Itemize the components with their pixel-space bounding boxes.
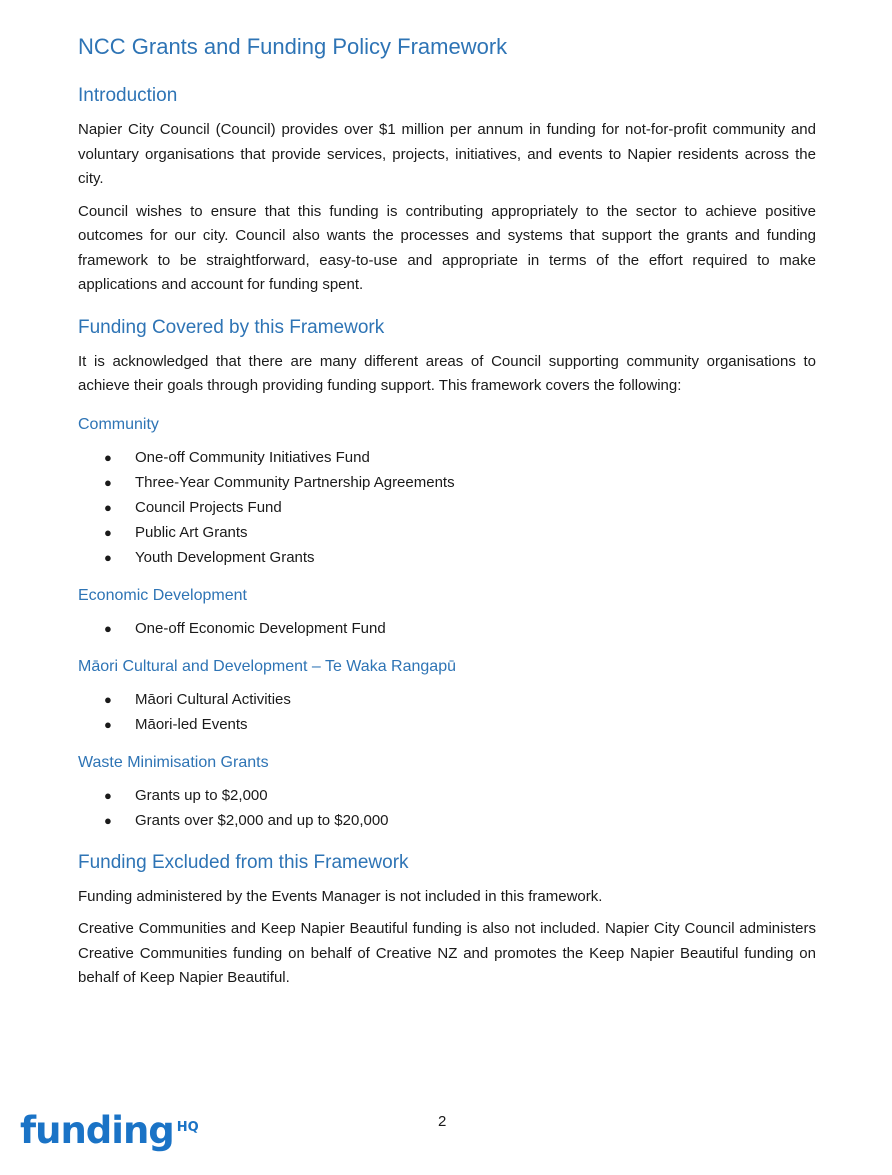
list-item-text: One-off Economic Development Fund bbox=[135, 619, 386, 637]
community-list bbox=[78, 445, 816, 570]
covered-section bbox=[78, 314, 816, 833]
covered-heading: Funding Covered by this Framework bbox=[78, 316, 385, 338]
funding-hq-logo bbox=[20, 1108, 199, 1158]
list-item-text: Public Art Grants bbox=[135, 523, 248, 541]
bullet-icon: ● bbox=[104, 620, 112, 636]
excluded-paragraph-2: Creative Communities and Keep Napier Beautiful funding is also not included. Napier City Council administers Creative Communities funding on behalf of Creative NZ and promotes the Keep Napier Beautiful funding on behalf of Keep Napier Beautiful. bbox=[78, 920, 816, 986]
introduction-heading: Introduction bbox=[78, 85, 178, 106]
list-item bbox=[78, 545, 816, 570]
logo-superscript: HQ bbox=[176, 1120, 199, 1135]
document-title: NCC Grants and Funding Policy Framework bbox=[78, 34, 508, 59]
excluded-heading: Funding Excluded from this Framework bbox=[78, 851, 409, 873]
list-item-text: Māori-led Events bbox=[135, 715, 248, 733]
list-item bbox=[78, 808, 816, 833]
list-item-text: Grants up to $2,000 bbox=[135, 786, 268, 804]
maori-cultural-list bbox=[78, 687, 816, 737]
bullet-icon: ● bbox=[104, 787, 112, 803]
covered-intro: It is acknowledged that there are many different areas of Council supporting community organisations to achieve their goals through providing funding support. This framework covers the following: bbox=[78, 352, 816, 394]
economic-development-heading: Economic Development bbox=[78, 586, 247, 604]
list-item-text: Three-Year Community Partnership Agreements bbox=[135, 473, 455, 491]
bullet-icon: ● bbox=[104, 499, 112, 515]
document-page bbox=[78, 30, 816, 999]
page-number: 2 bbox=[438, 1113, 447, 1130]
list-item bbox=[78, 783, 816, 808]
list-item bbox=[78, 495, 816, 520]
economic-development-list bbox=[78, 616, 816, 641]
bullet-icon: ● bbox=[104, 449, 112, 465]
introduction-section bbox=[78, 82, 816, 298]
list-item-text: One-off Community Initiatives Fund bbox=[135, 448, 370, 466]
excluded-paragraph-1: Funding administered by the Events Manager is not included in this framework. bbox=[78, 887, 603, 905]
bullet-icon: ● bbox=[104, 549, 112, 565]
introduction-paragraph-1: Napier City Council (Council) provides over $1 million per annum in funding for not-for-profit community and voluntary organisations that provide services, projects, initiatives, and events to Napier residents across the city. bbox=[78, 121, 816, 187]
list-item-text: Youth Development Grants bbox=[135, 548, 315, 566]
list-item bbox=[78, 520, 816, 545]
bullet-icon: ● bbox=[104, 716, 112, 732]
list-item-text: Council Projects Fund bbox=[135, 498, 282, 516]
list-item bbox=[78, 712, 816, 737]
logo-word: funding bbox=[20, 1109, 174, 1152]
bullet-icon: ● bbox=[104, 524, 112, 540]
waste-minimisation-heading: Waste Minimisation Grants bbox=[78, 753, 269, 771]
excluded-section bbox=[78, 849, 816, 991]
bullet-icon: ● bbox=[104, 812, 112, 828]
list-item bbox=[78, 470, 816, 495]
waste-minimisation-list bbox=[78, 783, 816, 833]
list-item bbox=[78, 445, 816, 470]
list-item-text: Māori Cultural Activities bbox=[135, 690, 291, 708]
bullet-icon: ● bbox=[104, 691, 112, 707]
community-heading: Community bbox=[78, 415, 159, 433]
introduction-paragraph-2: Council wishes to ensure that this funding is contributing appropriately to the sector to achieve positive outcomes for our city. Council also wants the processes and systems that support the grants and funding framework to be straightforward, easy-to-use and appropriate in terms of the effort required to make applications and account for funding spent. bbox=[78, 202, 816, 293]
list-item-text: Grants over $2,000 and up to $20,000 bbox=[135, 811, 389, 829]
list-item bbox=[78, 616, 816, 641]
bullet-icon: ● bbox=[104, 474, 112, 490]
maori-cultural-heading: Māori Cultural and Development – Te Waka Rangapū bbox=[78, 657, 456, 675]
list-item bbox=[78, 687, 816, 712]
